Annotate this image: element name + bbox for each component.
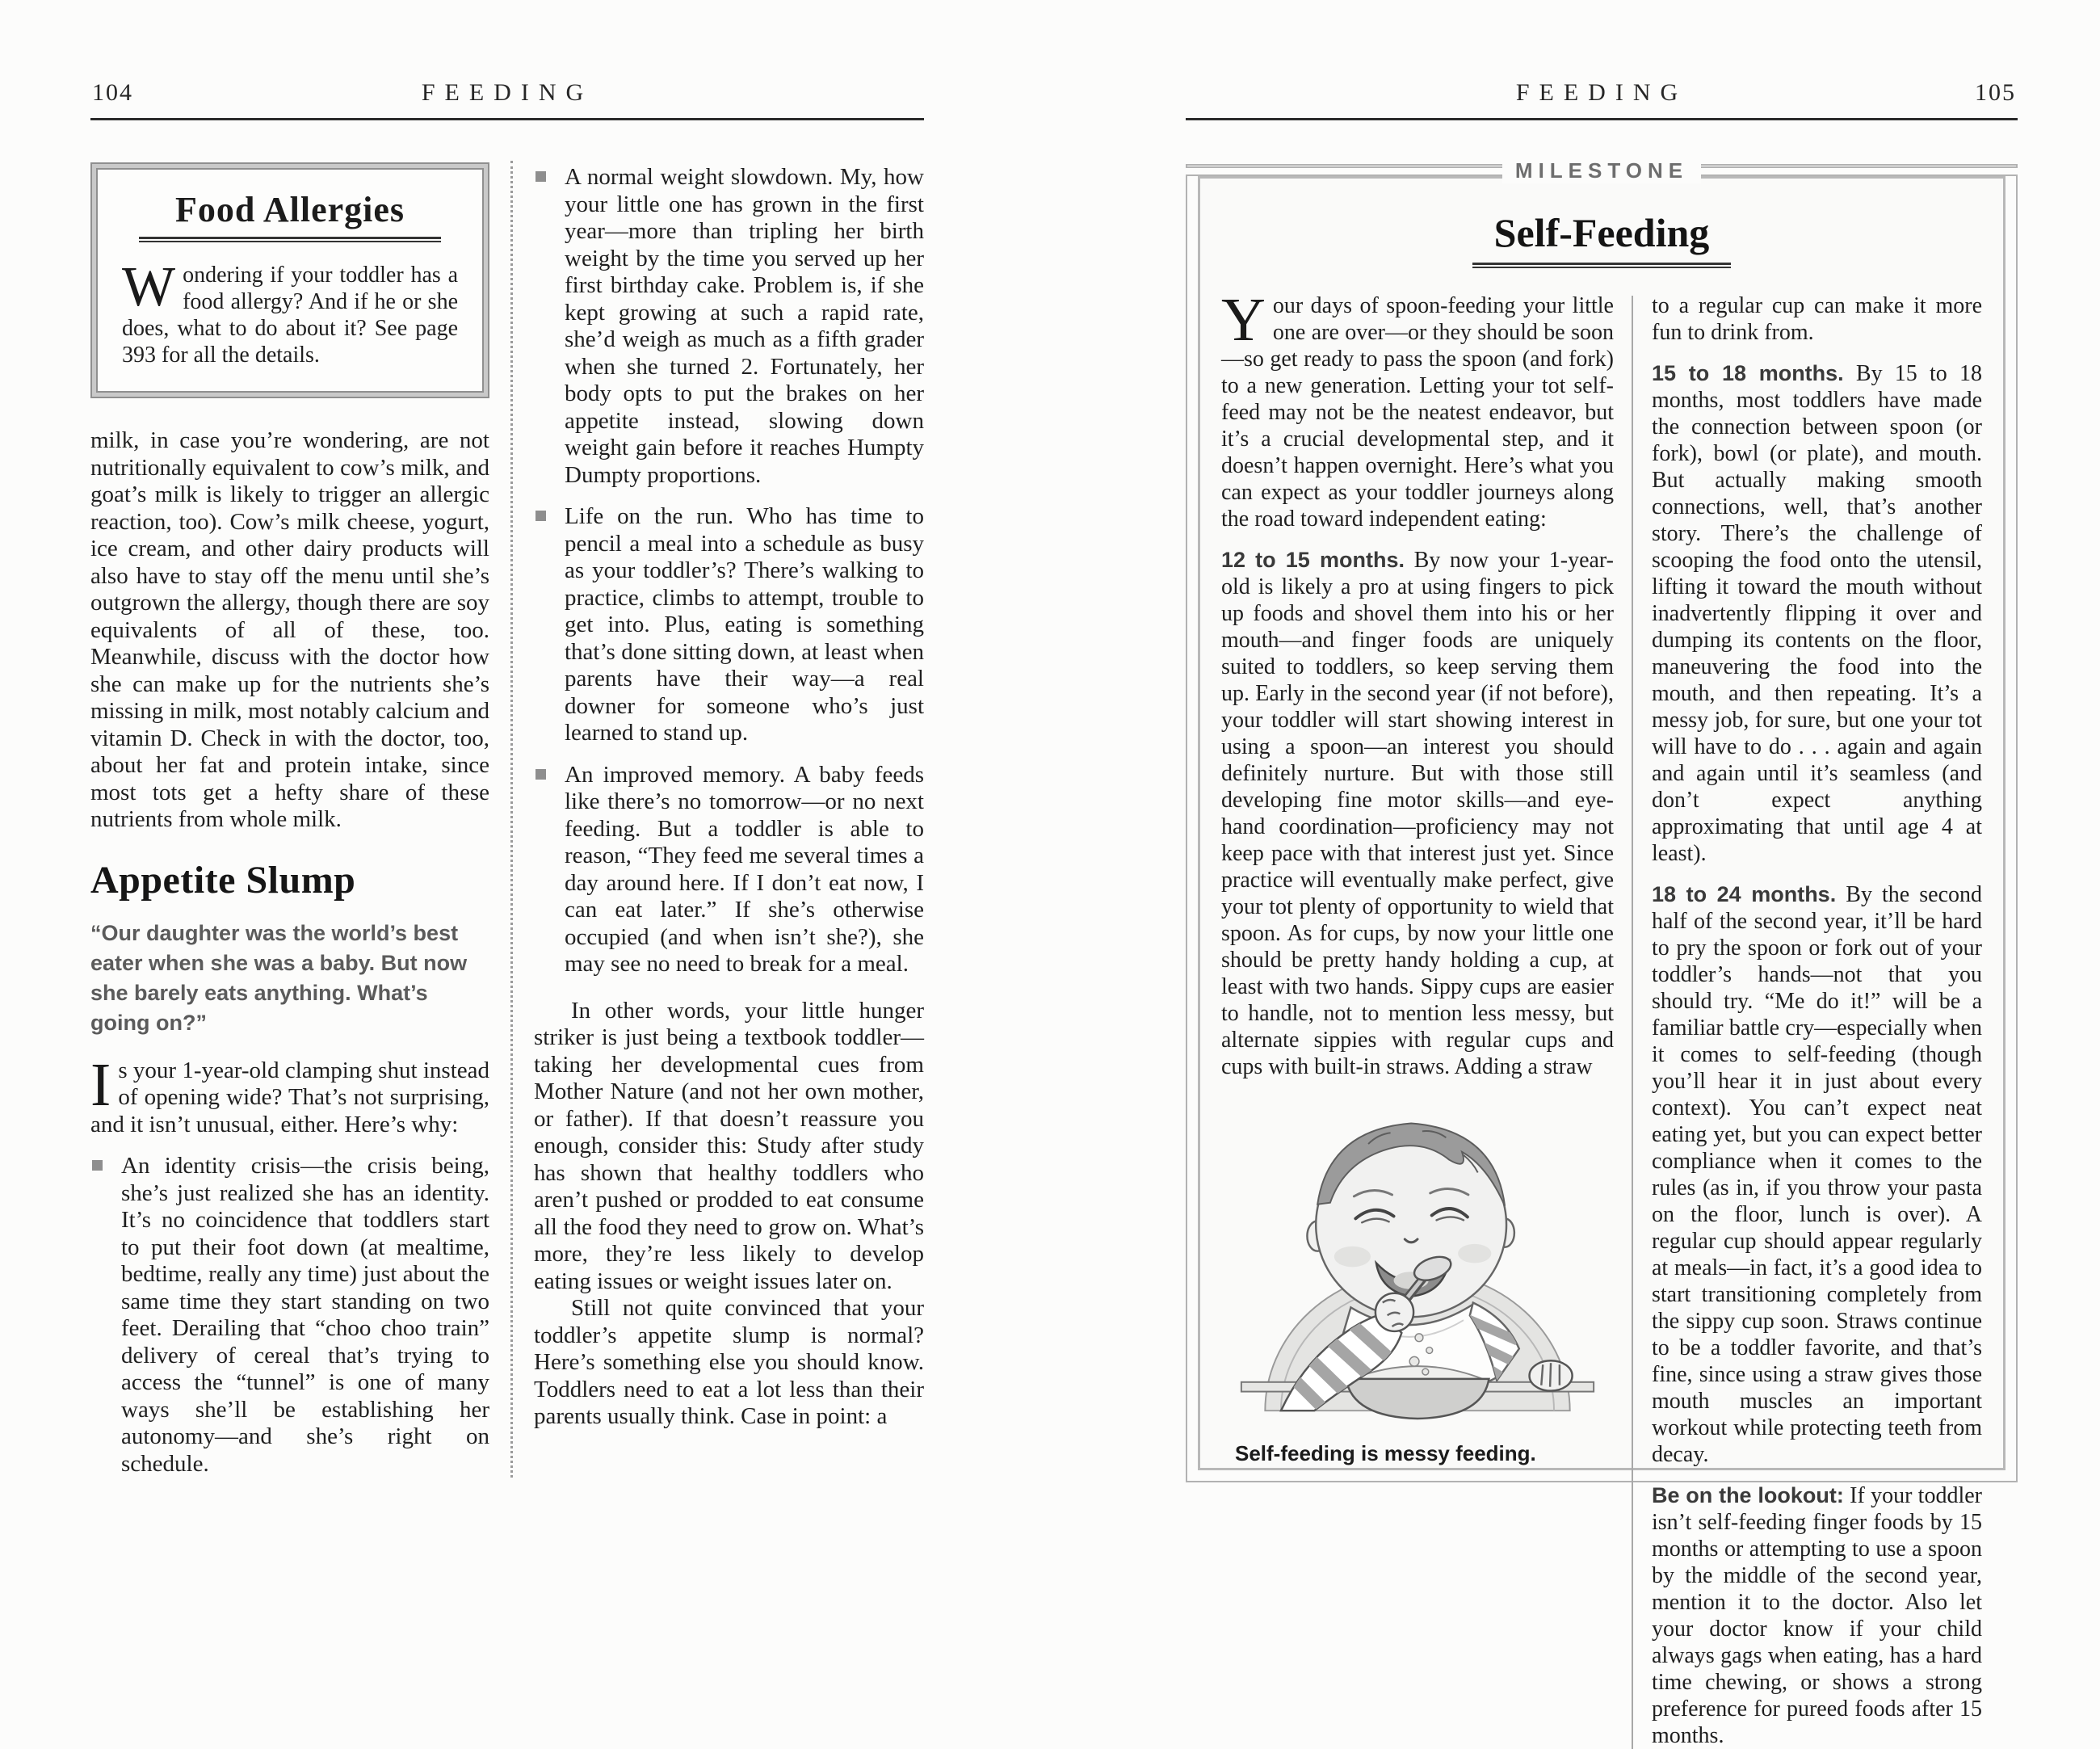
- milestone-box: [1186, 158, 2018, 1748]
- page-number: 105: [1975, 79, 2016, 106]
- age-lead: 18 to 24 months.: [1652, 882, 1837, 906]
- column-divider-dotted: [510, 161, 513, 1478]
- drop-cap: Y: [1221, 286, 1266, 354]
- box-text-body: ondering if your toddler has a food allergy? And if he or she does, what to do about it? See page 393 for all the details.: [122, 263, 458, 368]
- title-double-rule: [1472, 263, 1731, 268]
- drop-cap: I: [90, 1050, 111, 1119]
- bullet-square-icon: [536, 171, 546, 182]
- drop-cap: W: [122, 256, 176, 318]
- self-feeding-illustration: [1235, 1099, 1600, 1433]
- bullet-item: [534, 164, 924, 489]
- illustration-block: [1235, 1099, 1600, 1466]
- page-number: 104: [92, 79, 133, 106]
- box-title: Food Allergies: [174, 190, 405, 229]
- body-paragraph: [1221, 286, 1614, 532]
- paragraph-text: our days of spoon-feeding your little one are over—or they should be soon—so get ready to pass the spoon (and fork) to a new generation. Letting your tot self-feed may not be the neatest endeavor, but it’s a crucial developmental step, and it doesn’t happen overnight. Here’s what you can expect as your toddler journeys along the road toward independent eating:: [1221, 293, 1614, 532]
- title-double-rule: [139, 237, 441, 242]
- milestone-columns: [1221, 286, 1983, 1749]
- milestone-bar-left: [1186, 166, 1502, 176]
- body-paragraph: Still not quite convinced that your toddler’s appetite slump is normal? Here’s something else you should know. Toddlers need to eat a lot less than their parents usually think. Case in point: a: [534, 1295, 924, 1429]
- running-head: FEEDING: [421, 79, 594, 106]
- header-rule: [90, 118, 924, 120]
- bullet-text: An identity crisis—the crisis being, she’s just realized she has an identity. It’s no coincidence that toddlers start to put their foot down (at mealtime, bedtime, really any time) just about the same time they start standing on two feet. Derailing that “choo choo train” delivery of cereal that’s trying to access the “tunnel” is one of many ways she’ll be establishing her autonomy—and she’s right on schedule.: [121, 1153, 489, 1477]
- lookout-item: [1652, 1482, 1982, 1749]
- age-lead: 12 to 15 months.: [1221, 548, 1405, 572]
- bullet-item: [534, 762, 924, 978]
- reader-question: “Our daughter was the world’s best eater when she was a baby. But now she barely eats anything. What’s going on?”: [90, 920, 468, 1035]
- age-text: By now your 1-year-old is likely a pro at using fingers to pick up foods and shovel them into his or her mouth—and finger foods are uniquely suited to toddlers, so keep serving them up. Early in the second year (if not before), your toddler will start showing interest in using a spoon—an interest you should definitely nurture. But with those still developing fine motor skills—and eye-hand coordination—proficiency may not keep pace with that interest just yet. Since practice will eventually make perfect, give your tot plenty of opportunity to wield that spoon. As for cups, by now your little one should be pretty handy holding a cup, at least with two hands. Sippy cups are easier to handle, not to mention less messy, but alternate sippies with regular cups and cups with built-in straws. Adding a straw: [1221, 548, 1615, 1079]
- age-item: [1652, 881, 1982, 1468]
- illustration-caption: Self-feeding is messy feeding.: [1235, 1440, 1536, 1465]
- age-item: [1652, 360, 1982, 867]
- milestone-label: MILESTONE: [1502, 158, 1701, 183]
- milestone-header: [1186, 158, 2018, 183]
- section-heading: Appetite Slump: [90, 858, 356, 902]
- middle-column: [534, 154, 924, 1478]
- header-rule: [1186, 118, 2018, 120]
- bullet-text: Life on the run. Who has time to pencil a meal into a schedule as busy as your toddler’s? There’s walking to practice, climbs to attempt, trouble to get into. Plus, eating is something that’s done sitting down, at least when parents have their way—a real downer for someone who’s just learned to stand up.: [565, 503, 924, 746]
- paragraph-text: s your 1-year-old clamping shut instead of opening wide? That’s not surprising, and it isn’t unusual, either. Here’s why:: [90, 1057, 489, 1137]
- left-page: [90, 79, 924, 1478]
- milestone-right-column: [1652, 292, 1982, 1749]
- lookout-lead: Be on the lookout:: [1652, 1483, 1844, 1507]
- age-text: By 15 to 18 months, most toddlers have made the connection between spoon (or fork), bowl (or plate), and mouth. But actually making smooth connections, well, that’s another story. There’s the challenge of scooping the food onto the utensil, lifting it toward the mouth without inadvertently flipping it over and dumping its contents on the floor, maneuvering the food into the mouth, and then repeating. It’s a messy job, for sure, but one your tot will have to do . . . again and again and again until it’s seamless (and don’t expect anything approximating that until age 4 at least).: [1652, 361, 1982, 866]
- right-page: [1186, 79, 2018, 1748]
- left-page-columns: [90, 154, 924, 1478]
- body-paragraph: [90, 1050, 489, 1139]
- milestone-title: Self-Feeding: [1493, 210, 1710, 255]
- left-page-header: [90, 79, 924, 115]
- food-allergies-box: [90, 162, 489, 398]
- bullet-item: [90, 1153, 489, 1478]
- age-lead: 15 to 18 months.: [1652, 361, 1844, 385]
- bullet-square-icon: [92, 1160, 103, 1171]
- running-head: FEEDING: [1515, 79, 1688, 106]
- food-allergies-box-inner: [96, 168, 484, 393]
- body-paragraph: to a regular cup can make it more fun to drink from.: [1652, 293, 1982, 345]
- milestone-bar-right: [1701, 166, 2018, 176]
- age-text: By the second half of the second year, it’ll be hard to pry the spoon or fork out of your toddler’s hands—not that you should try. “Me do it!” will be a familiar battle cry—especially when it comes to self-feeding (though you’ll hear it in just about every context). You can’t expect neat eating yet, but you can expect better compliance when it comes to the rules (as in, if you throw your pasta on the floor, lunch is over). A regular cup should appear regularly at meals—in fact, it’s a good idea to start transitioning completely from the sippy cup soon. Straws continue to be a toddler favorite, and that’s fine, since using a straw gives those mouth muscles an important workout while protecting teeth from decay.: [1652, 882, 1983, 1467]
- milestone-left-column: [1221, 286, 1615, 1749]
- bullet-text: A normal weight slowdown. My, how your little one has grown in the first year—more than tripling her birth weight by the time you served up her first birthday cake. Problem is, if she kept growing at such a rapid rate, she’d weigh as much as a fifth grader when she turned 2. Fortunately, her body opts to put the brakes on her appetite instead, slowing down weight gain before it reaches Humpty Dumpty proportions.: [565, 164, 924, 488]
- milestone-box-inner: [1198, 176, 2006, 1748]
- bullet-square-icon: [536, 511, 546, 521]
- lookout-text: If your toddler isn’t self-feeding finger foods by 15 months or attempting to use a spoon by the middle of the second year, mention it to the doctor. Also let your doctor know if your child always gags when eating, has a hard time chewing, or shows a strong preference for pureed foods after 15 months.: [1652, 1483, 1982, 1748]
- right-page-header: [1186, 79, 2018, 115]
- box-text: [122, 256, 458, 368]
- bullet-text: An improved memory. A baby feeds like there’s no tomorrow—or no next feeding. But a toddler is able to reason, “They feed me several times a day around here. If I don’t eat now, I can eat later.” If she’s otherwise occupied (and when isn’t she?), she may see no need to break for a meal.: [565, 761, 924, 977]
- body-paragraph: milk, in case you’re wondering, are not nutritionally equivalent to cow’s milk, and goat’s milk is likely to trigger an allergic reaction, too). Cow’s milk cheese, yogurt, ice cream, and other dairy products will also have to stay off the menu until she’s outgrown the allergy, though there are soy equivalents of all of these, too. Meanwhile, discuss with the doctor how she can make up for the nutrients she’s missing in milk, most notably calcium and vitamin D. Check in with the doctor, too, about her fat and protein intake, since most tots get a hefty share of these nutrients from whole milk.: [90, 427, 489, 832]
- body-paragraph: In other words, your little hunger striker is just being a textbook toddler—taking her developmental cues from Mother Nature (and not her own mother, or father). If that doesn’t reassure you enough, consider this: Study after study has shown that healthy toddlers who aren’t pushed or prodded to eat consume all the food they need to grow on. What’s more, they’re less likely to develop eating issues or weight issues later on.: [534, 997, 924, 1294]
- bullet-item: [534, 503, 924, 747]
- age-item: [1221, 547, 1614, 1080]
- bullet-square-icon: [536, 769, 546, 780]
- column-divider: [1632, 296, 1633, 1749]
- left-column: [90, 154, 489, 1478]
